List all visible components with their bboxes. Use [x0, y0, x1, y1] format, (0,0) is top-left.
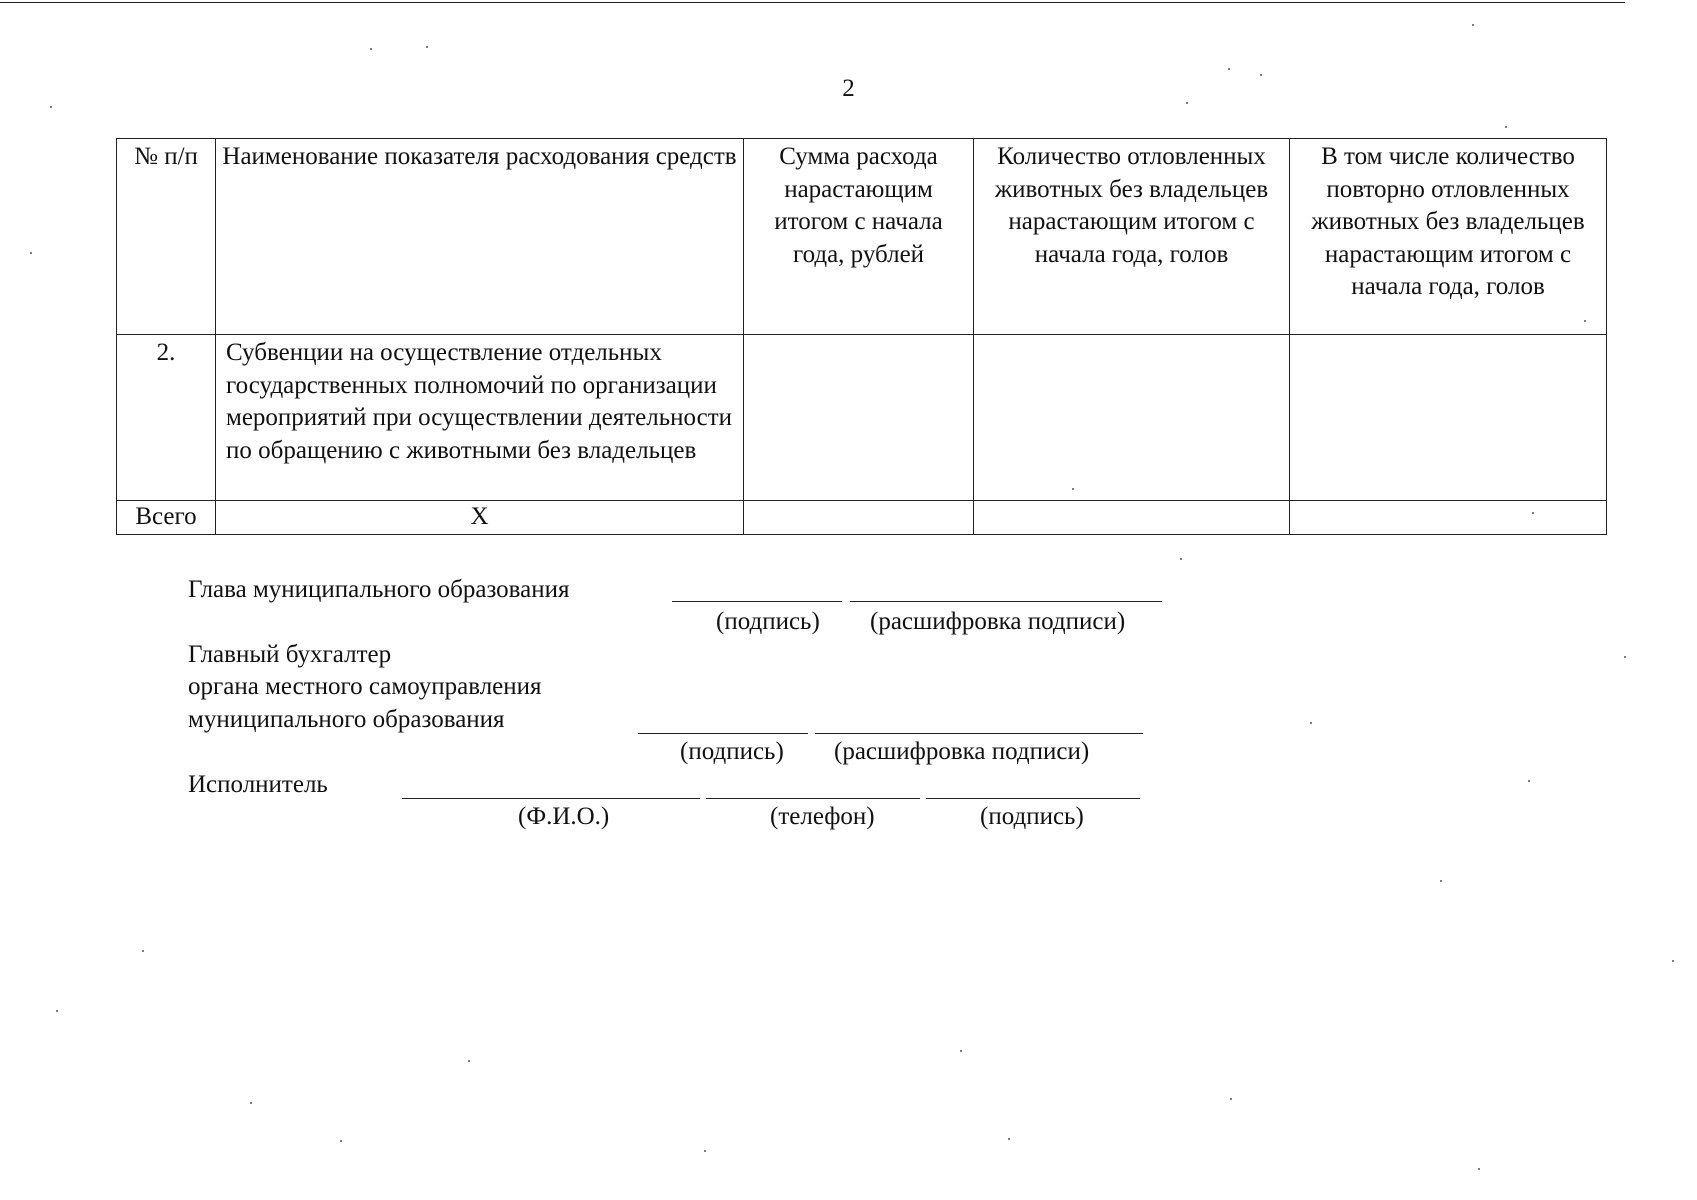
accountant-decoding-line[interactable]: [815, 733, 1143, 734]
scan-speck: [30, 252, 32, 254]
expense-report-table: [116, 138, 1607, 535]
scan-speck: [1472, 24, 1474, 26]
scan-speck: [56, 1010, 58, 1012]
scan-speck: [50, 106, 52, 108]
table-header-row: [117, 139, 1607, 335]
executor-phone-caption: (телефон): [770, 803, 875, 830]
header-repeat-animals-count: В том числе количество повторно отловленных животных без владельцев нарастающим итогом с начала года, голов: [1290, 139, 1607, 335]
row-repeat-count-cell[interactable]: [1290, 335, 1607, 501]
total-name-cell: Х: [216, 501, 744, 535]
accountant-title-line3: муниципального образования: [188, 706, 505, 733]
executor-signature-caption: (подпись): [980, 803, 1084, 830]
scan-speck: [1440, 880, 1442, 882]
head-title: Глава муниципального образования: [188, 576, 570, 603]
accountant-title-line1: Главный бухгалтер: [188, 641, 392, 668]
scan-speck: [704, 1150, 706, 1152]
scan-speck: [250, 1102, 252, 1104]
executor-signature-line[interactable]: [926, 798, 1140, 799]
total-repeat-count-cell[interactable]: [1290, 501, 1607, 535]
scan-speck: [1260, 74, 1262, 76]
executor-title: Исполнитель: [188, 771, 328, 798]
row-count-cell[interactable]: [974, 335, 1290, 501]
accountant-title-line2: органа местного самоуправления: [188, 673, 542, 700]
header-indicator-name: Наименование показателя расходования средств: [216, 139, 744, 335]
header-number: № п/п: [117, 139, 216, 335]
header-expense-sum: Сумма расхода нарастающим итогом с начала года, рублей: [744, 139, 974, 335]
scan-speck: [1310, 722, 1312, 724]
scan-speck: [1008, 1138, 1010, 1140]
page-number: 2: [842, 75, 855, 102]
accountant-decoding-caption: (расшифровка подписи): [834, 738, 1090, 765]
table-total-row: [117, 501, 1607, 535]
row-name-cell: Субвенции на осуществление отдельных государственных полномочий по организации мероприятий при осуществлении деятельности по обращению с животными без владельцев: [216, 335, 744, 501]
head-signature-line[interactable]: [672, 601, 842, 602]
executor-phone-line[interactable]: [706, 798, 920, 799]
row-sum-cell[interactable]: [744, 335, 974, 501]
executor-name-line[interactable]: [402, 798, 700, 799]
scan-speck: [1584, 320, 1586, 322]
accountant-signature-line[interactable]: [638, 733, 808, 734]
scan-speck: [1672, 960, 1674, 962]
header-animals-count: Количество отловленных животных без владельцев нарастающим итогом с начала года, голов: [974, 139, 1290, 335]
scan-speck: [426, 46, 428, 48]
scan-speck: [1624, 656, 1626, 658]
scan-speck: [468, 1060, 470, 1062]
total-label-cell: Всего: [117, 501, 216, 535]
scan-speck: [1505, 126, 1507, 128]
scan-speck: [1228, 68, 1230, 70]
table-row: [117, 335, 1607, 501]
head-signature-caption: (подпись): [716, 608, 820, 635]
scan-speck: [142, 950, 144, 952]
scan-speck: [1072, 488, 1074, 490]
scan-speck: [370, 48, 372, 50]
top-border-line: [0, 2, 1625, 3]
total-sum-cell[interactable]: [744, 501, 974, 535]
executor-name-caption: (Ф.И.О.): [518, 803, 610, 830]
accountant-signature-caption: (подпись): [680, 738, 784, 765]
total-count-cell[interactable]: [974, 501, 1290, 535]
scan-speck: [960, 1050, 962, 1052]
scan-speck: [1528, 780, 1530, 782]
scan-speck: [1478, 1168, 1480, 1170]
head-decoding-caption: (расшифровка подписи): [870, 608, 1126, 635]
scan-speck: [340, 1140, 342, 1142]
head-decoding-line[interactable]: [850, 601, 1162, 602]
scan-speck: [1180, 558, 1182, 560]
scan-speck: [1230, 1098, 1232, 1100]
scan-speck: [1186, 102, 1188, 104]
scan-speck: [1532, 512, 1534, 514]
row-number-cell: 2.: [117, 335, 216, 501]
